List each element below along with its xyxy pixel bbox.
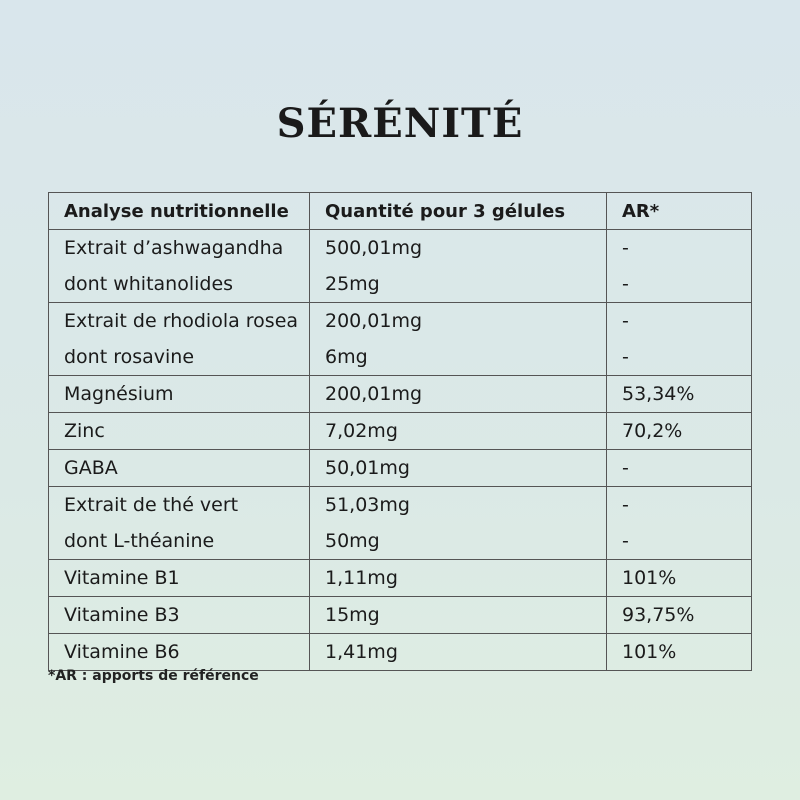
cell-ar: 53,34%	[607, 376, 752, 413]
table-row	[49, 266, 752, 303]
cell-name: Vitamine B3	[49, 597, 310, 634]
table-row	[49, 560, 752, 597]
table-body	[49, 230, 752, 671]
cell-ar: -	[607, 523, 752, 560]
cell-ar: 101%	[607, 634, 752, 671]
cell-name: Vitamine B6	[49, 634, 310, 671]
cell-ar: -	[607, 339, 752, 376]
cell-name: dont rosavine	[49, 339, 310, 376]
cell-quantity: 500,01mg	[310, 230, 607, 267]
cell-name: Extrait de thé vert	[49, 487, 310, 524]
cell-quantity: 7,02mg	[310, 413, 607, 450]
cell-name: Vitamine B1	[49, 560, 310, 597]
cell-quantity: 51,03mg	[310, 487, 607, 524]
table-row	[49, 450, 752, 487]
cell-name: Zinc	[49, 413, 310, 450]
cell-name: Extrait d’ashwagandha	[49, 230, 310, 267]
table-row	[49, 303, 752, 340]
page-title: SÉRÉNITÉ	[276, 100, 524, 147]
cell-name: dont whitanolides	[49, 266, 310, 303]
header-ar: AR*	[607, 193, 752, 230]
cell-name: Magnésium	[49, 376, 310, 413]
cell-ar: 70,2%	[607, 413, 752, 450]
cell-ar: -	[607, 487, 752, 524]
table-row	[49, 376, 752, 413]
table-header-row	[49, 193, 752, 230]
table-row	[49, 487, 752, 524]
cell-quantity: 1,11mg	[310, 560, 607, 597]
cell-name: dont L-théanine	[49, 523, 310, 560]
cell-name: Extrait de rhodiola rosea	[49, 303, 310, 340]
footnote: *AR : apports de référence	[48, 668, 259, 684]
cell-quantity: 15mg	[310, 597, 607, 634]
header-quantite: Quantité pour 3 gélules	[310, 193, 607, 230]
table-row	[49, 523, 752, 560]
nutrition-table	[48, 192, 752, 671]
cell-ar: 93,75%	[607, 597, 752, 634]
cell-ar: -	[607, 450, 752, 487]
cell-name: GABA	[49, 450, 310, 487]
cell-quantity: 50mg	[310, 523, 607, 560]
cell-quantity: 200,01mg	[310, 376, 607, 413]
cell-ar: -	[607, 303, 752, 340]
cell-ar: -	[607, 266, 752, 303]
table-row	[49, 413, 752, 450]
table-row	[49, 634, 752, 671]
header-analyse: Analyse nutritionnelle	[49, 193, 310, 230]
table-row	[49, 597, 752, 634]
cell-quantity: 6mg	[310, 339, 607, 376]
cell-quantity: 200,01mg	[310, 303, 607, 340]
cell-quantity: 50,01mg	[310, 450, 607, 487]
cell-ar: 101%	[607, 560, 752, 597]
cell-quantity: 25mg	[310, 266, 607, 303]
table-row	[49, 339, 752, 376]
cell-ar: -	[607, 230, 752, 267]
table-row	[49, 230, 752, 267]
cell-quantity: 1,41mg	[310, 634, 607, 671]
